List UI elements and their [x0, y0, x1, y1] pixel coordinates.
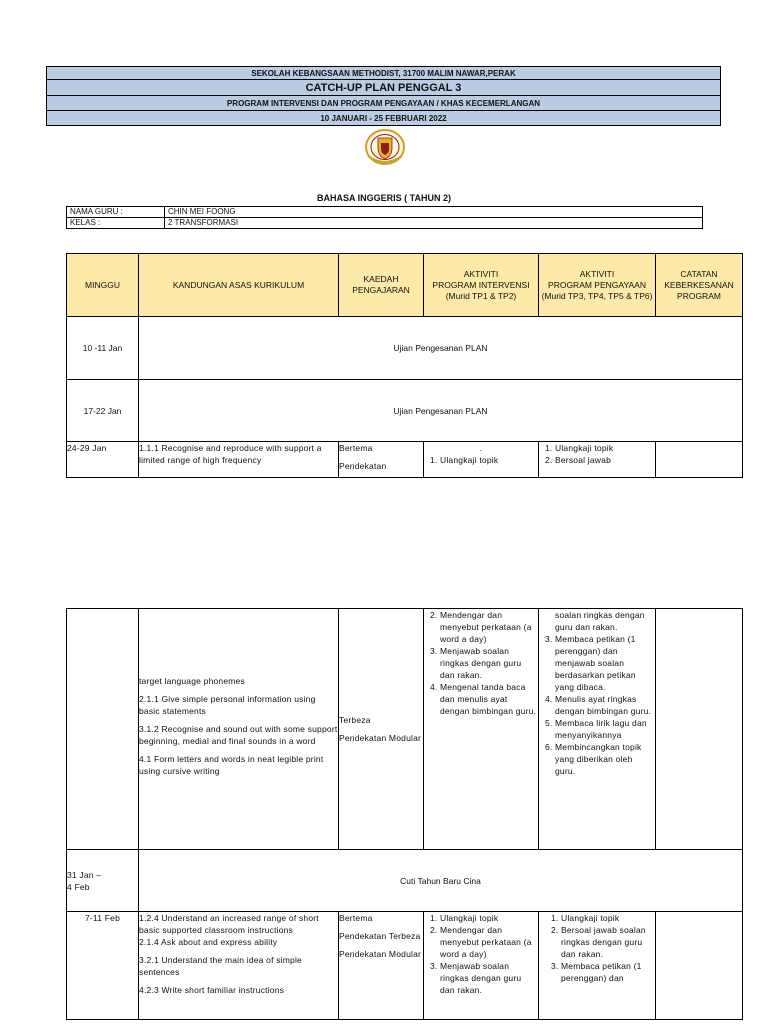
merged-note-cell: Ujian Pengesanan PLAN — [139, 317, 743, 380]
table-row — [67, 609, 743, 850]
table-row — [67, 912, 743, 1020]
catatan-cell — [656, 609, 743, 850]
plan-table-continued — [66, 608, 743, 1020]
intervensi-cell: 2. Mendengar dan menyebut perkataan (a word a day) 3. Menjawab soalan ringkas dengan guru dan rakan. 4. Mengenal tanda baca dan menulis ayat dengan bimbingan guru. — [424, 609, 539, 850]
col-intervensi: AKTIVITI PROGRAM INTERVENSI (Murid TP1 & TP2) — [424, 254, 539, 317]
method-cell: Bertema Pendekatan Terbeza Pendekatan Modular — [339, 912, 424, 1020]
merged-note-cell: Ujian Pengesanan PLAN — [139, 380, 743, 442]
school-name: SEKOLAH KEBANGSAAN METHODIST, 31700 MALIM NAWAR,PERAK — [46, 66, 721, 80]
school-crest-icon — [364, 128, 406, 166]
method-cell: Bertema Pendekatan — [339, 442, 424, 478]
subject-title: BAHASA INGGERIS ( TAHUN 2) — [316, 193, 451, 203]
week-cell: 10 -11 Jan — [67, 317, 139, 380]
table-header-row — [67, 254, 743, 317]
teacher-label: NAMA GURU : — [67, 207, 165, 218]
content-cell: 1.2.4 Understand an increased range of short basic supported classroom instructions 2.1.4 Ask about and express ability 3.2.1 Understand the main idea of simple sentences 4.2.3 Write short familiar instructions — [139, 912, 339, 1020]
date-range: 10 JANUARI - 25 FEBRUARI 2022 — [46, 110, 721, 126]
week-cell: 7-11 Feb — [67, 912, 139, 1020]
plan-table — [66, 253, 743, 478]
table-row — [67, 850, 743, 912]
col-minggu: MINGGU — [67, 254, 139, 317]
col-catatan: CATATAN KEBERKESANAN PROGRAM — [656, 254, 743, 317]
pengayaan-cell: 1. Ulangkaji topik 2. Bersoal jawab soalan ringkas dengan guru dan rakan. 3. Membaca petikan (1 perenggan) dan — [539, 912, 656, 1020]
class-value: 2 TRANSFORMASI — [165, 218, 703, 229]
catatan-cell — [656, 912, 743, 1020]
teacher-value: CHIN MEI FOONG — [165, 207, 703, 218]
table-row — [67, 380, 743, 442]
col-kandungan: KANDUNGAN ASAS KURIKULUM — [139, 254, 339, 317]
pengayaan-cell: soalan ringkas dengan guru dan rakan. 3. Membaca petikan (1 perenggan) dan menjawab soalan berdasarkan petikan yang dibaca. 4. Menulis ayat ringkas dengan bimbingan guru. 5. Membaca lirik lagu dan menyanyikannya 6. Membincangkan topik yang diberikan oleh guru. — [539, 609, 656, 850]
col-pengayaan: AKTIVITI PROGRAM PENGAYAAN (Murid TP3, TP4, TP5 & TP6) — [539, 254, 656, 317]
teacher-info-table — [66, 206, 703, 229]
week-cell — [67, 609, 139, 850]
week-cell: 24-29 Jan — [67, 442, 139, 478]
content-cell: 1.1.1 Recognise and reproduce with support a limited range of high frequency — [139, 442, 339, 478]
program-title: PROGRAM INTERVENSI DAN PROGRAM PENGAYAAN / KHAS KECEMERLANGAN — [46, 95, 721, 111]
week-cell: 17-22 Jan — [67, 380, 139, 442]
intervensi-cell: . 1. Ulangkaji topik — [424, 442, 539, 478]
intervensi-cell: 1. Ulangkaji topik 2. Mendengar dan menyebut perkataan (a word a day) 3. Menjawab soalan ringkas dengan guru dan rakan. — [424, 912, 539, 1020]
catatan-cell — [656, 442, 743, 478]
content-cell: target language phonemes 2.1.1 Give simple personal information using basic statements 3.1.2 Recognise and sound out with some support beginning, medial and final sounds in a word 4.1 Form letters and words in neat legible print using cursive writing — [139, 609, 339, 850]
table-row — [67, 317, 743, 380]
method-cell: Terbeza Pendekatan Modular — [339, 609, 424, 850]
table-row — [67, 442, 743, 478]
pengayaan-cell: 1. Ulangkaji topik 2. Bersoal jawab — [539, 442, 656, 478]
col-kaedah: KAEDAH PENGAJARAN — [339, 254, 424, 317]
plan-title: CATCH-UP PLAN PENGGAL 3 — [46, 79, 721, 96]
class-row — [67, 218, 703, 229]
merged-note-cell: Cuti Tahun Baru Cina — [139, 850, 743, 912]
week-cell: 31 Jan – 4 Feb — [67, 850, 139, 912]
class-label: KELAS : — [67, 218, 165, 229]
teacher-row — [67, 207, 703, 218]
